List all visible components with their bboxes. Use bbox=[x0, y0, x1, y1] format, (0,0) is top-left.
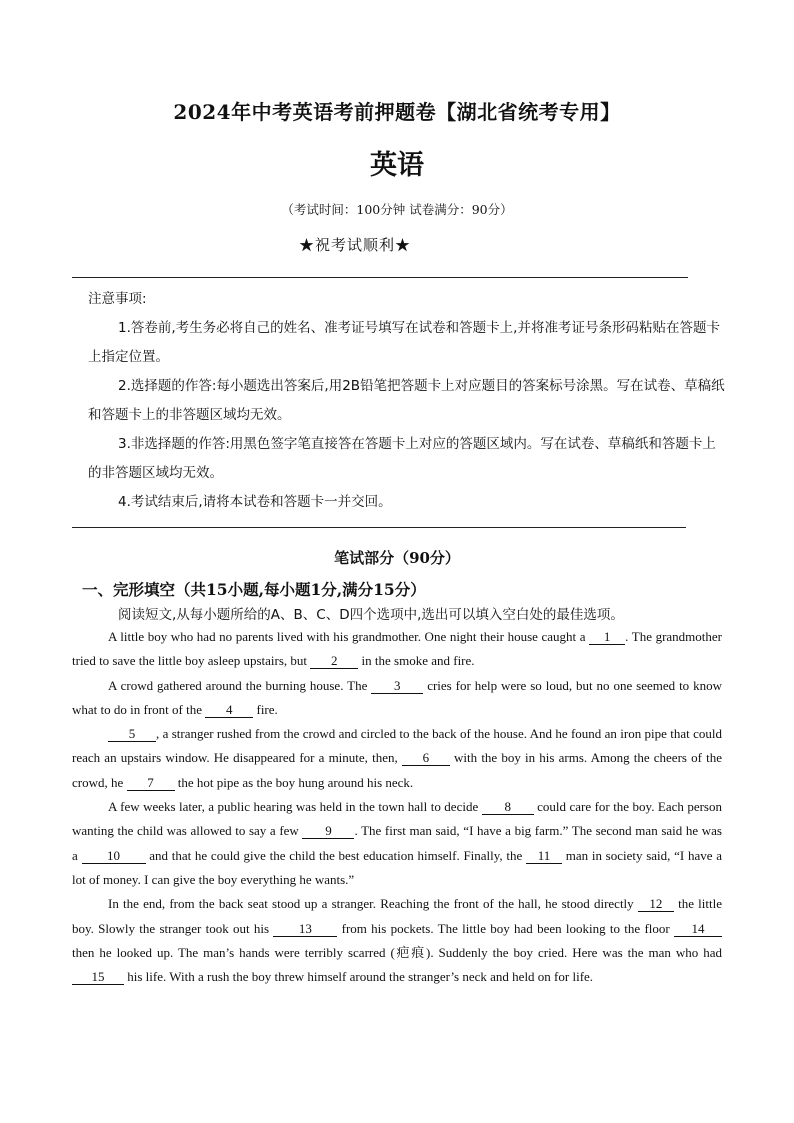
passage-text: from his pockets. The little boy had been looking to the floor bbox=[337, 920, 674, 936]
part-instruction: 阅读短文,从每小题所给的A、B、C、D四个选项中,选出可以填入空白处的最佳选项。 bbox=[118, 607, 624, 623]
note-item: 3.非选择题的作答:用黑色签字笔直接答在答题卡上对应的答题区域内。写在试卷、草稿纸和答题卡上的非答题区域均无效。 bbox=[88, 436, 716, 481]
passage-text: could care for the boy. Each person wanting the child was allowed to say a few bbox=[72, 799, 722, 839]
passage-text: the little boy. Slowly the stranger took out his bbox=[72, 896, 722, 936]
passage-paragraph bbox=[72, 795, 722, 892]
subject-title: 英语 bbox=[370, 150, 424, 181]
blank-3: 3 bbox=[371, 678, 423, 694]
note-item: 1.答卷前,考生务必将自己的姓名、准考证号填写在试卷和答题卡上,并将准考证号条形码粘贴在答题卡上指定位置。 bbox=[88, 320, 720, 365]
passage-text: A little boy who had no parents lived with his grandmother. One night their house caught a bbox=[108, 629, 590, 644]
passage-text: fire. bbox=[253, 701, 278, 717]
passage-text: with the boy in his arms. Among the cheers of the crowd, he bbox=[72, 750, 722, 790]
blank-4: 4 bbox=[205, 702, 253, 718]
blank-13: 13 bbox=[273, 921, 337, 937]
passage-text: his life. With a rush the boy threw himself around the stranger’s neck and held on for life. bbox=[124, 969, 594, 985]
passage-text: man in society said, “I have a lot of money. I can give the boy everything he wants.” bbox=[72, 847, 722, 887]
passage-text: A few weeks later, a public hearing was held in the town hall to decide bbox=[108, 799, 482, 815]
passage-paragraph bbox=[72, 892, 722, 989]
passage-text: cries for help were so loud, but no one seemed to know what to do in front of the bbox=[72, 677, 722, 717]
exam-title: 2024年中考英语考前押题卷【湖北省统考专用】 bbox=[173, 100, 621, 124]
blank-1: 1 bbox=[589, 629, 625, 645]
passage-text: then he looked up. The man’s hands were terribly scarred (疤痕). Suddenly the boy cried. Here was the man who had bbox=[72, 944, 722, 960]
blank-9: 9 bbox=[302, 823, 354, 839]
exam-meta: （考试时间：100分钟 试卷满分：90分） bbox=[281, 202, 513, 217]
blank-14: 14 bbox=[674, 921, 722, 937]
passage-text: the hot pipe as the boy hung around his neck. bbox=[174, 774, 414, 790]
notes-block bbox=[88, 285, 728, 517]
part-title: 一、完形填空（共15小题,每小题1分,满分15分） bbox=[82, 580, 426, 599]
passage-text: . The grandmother tried to save the little boy asleep upstairs, but bbox=[72, 629, 722, 669]
divider-bottom bbox=[72, 527, 686, 528]
blank-15: 15 bbox=[72, 969, 124, 985]
passage-text: in the smoke and fire. bbox=[358, 653, 475, 669]
passage-paragraph bbox=[72, 722, 722, 795]
blank-6: 6 bbox=[402, 750, 450, 766]
cloze-passage bbox=[72, 625, 722, 989]
passage-text: A crowd gathered around the burning house. The bbox=[108, 677, 372, 693]
passage-paragraph bbox=[72, 674, 722, 723]
blank-8: 8 bbox=[482, 799, 534, 815]
passage-text: . The first man said, “I have a big farm.” The second man said he was a bbox=[72, 823, 722, 863]
note-item: 2.选择题的作答:每小题选出答案后,用2B铅笔把答题卡上对应题目的答案标号涂黑。写在试卷、草稿纸和答题卡上的非答题区域均无效。 bbox=[88, 378, 725, 423]
divider-top bbox=[72, 277, 688, 278]
passage-paragraph bbox=[72, 625, 722, 674]
passage-text: and that he could give the child the best education himself. Finally, the bbox=[145, 847, 527, 863]
notes-heading: 注意事项: bbox=[88, 291, 147, 307]
blank-2: 2 bbox=[310, 653, 358, 669]
blank-12: 12 bbox=[638, 896, 674, 912]
note-item: 4.考试结束后,请将本试卷和答题卡一并交回。 bbox=[118, 494, 392, 510]
blank-11: 11 bbox=[526, 848, 562, 864]
good-luck-text: ★祝考试顺利★ bbox=[298, 236, 411, 254]
blank-10: 10 bbox=[82, 848, 146, 864]
blank-7: 7 bbox=[127, 775, 175, 791]
passage-text: , a stranger rushed from the crowd and circled to the back of the house. And he found an iron pipe that could reach an upstairs window. He disappeared for a minute, then, bbox=[72, 726, 722, 766]
blank-5: 5 bbox=[108, 726, 156, 742]
passage-text: In the end, from the back seat stood up a stranger. Reaching the front of the hall, he stood directly bbox=[108, 896, 638, 912]
section-title: 笔试部分（90分） bbox=[334, 549, 460, 567]
